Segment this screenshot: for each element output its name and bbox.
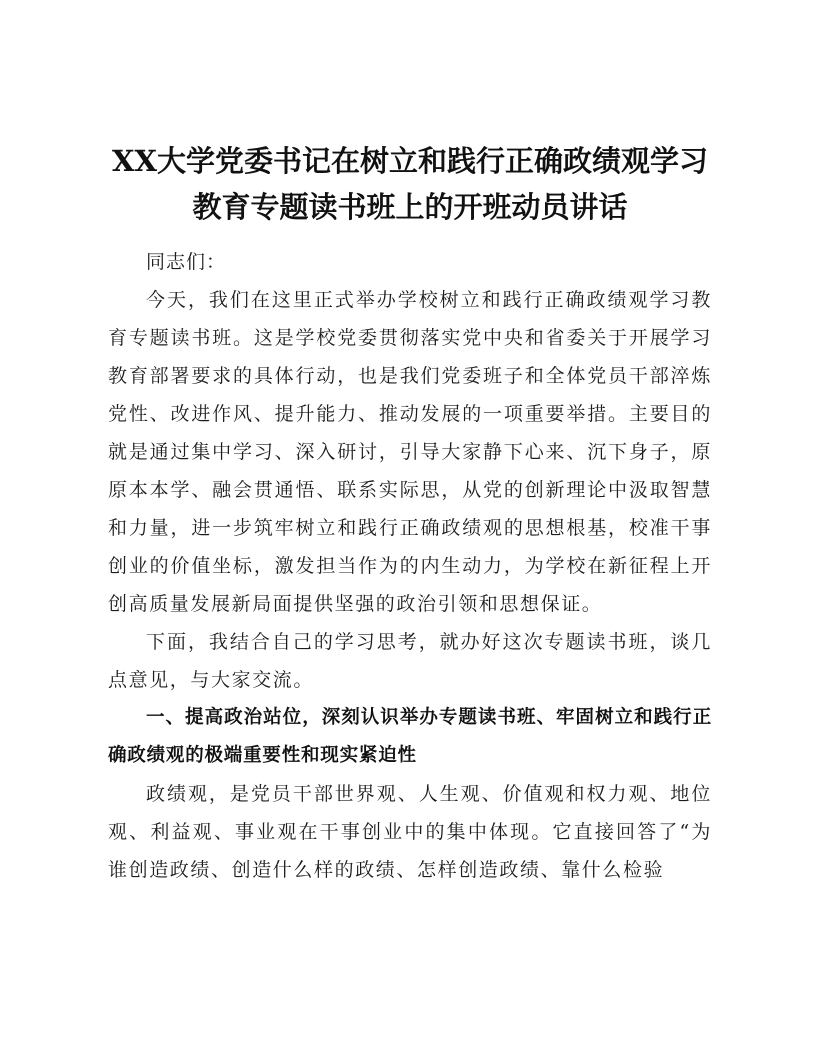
section-heading-1: 一、提高政治站位，深刻认识举办专题读书班、牢固树立和践行正确政绩观的极端重要性和现实紧迫性 <box>108 707 712 766</box>
document-title <box>108 138 712 230</box>
title-line-2: 教育专题读书班上的开班动员讲话 <box>192 190 628 224</box>
title-line-1: XX大学党委书记在树立和践行正确政绩观学习 <box>111 144 708 178</box>
paragraph-section-1: 政绩观，是党员干部世界观、人生观、价值观和权力观、地位观、利益观、事业观在干事创业中的集中体现。它直接回答了“为谁创造政绩、创造什么样的政绩、怎样创造政绩、靠什么检验 <box>108 783 712 881</box>
paragraph-opening: 今天，我们在这里正式举办学校树立和践行正确政绩观学习教育专题读书班。这是学校党委贯彻落实党中央和省委关于开展学习教育部署要求的具体行动，也是我们党委班子和全体党员干部淬炼党性、改进作风、提升能力、推动发展的一项重要举措。主要目的就是通过集中学习、深入研讨，引导大家静下心来、沉下身子，原原本本学、融会贯通悟、联系实际思，从党的创新理论中汲取智慧和力量，进一步筑牢树立和践行正确政绩观的思想根基，校准干事创业的价值坐标，激发担当作为的内生动力，为学校在新征程上开创高质量发展新局面提供坚强的政治引领和思想保证。 <box>108 289 712 615</box>
document-body <box>108 243 712 889</box>
salutation: 同志们： <box>146 251 227 273</box>
paragraph-intro: 下面，我结合自己的学习思考，就办好这次专题读书班，谈几点意见，与大家交流。 <box>108 631 712 691</box>
